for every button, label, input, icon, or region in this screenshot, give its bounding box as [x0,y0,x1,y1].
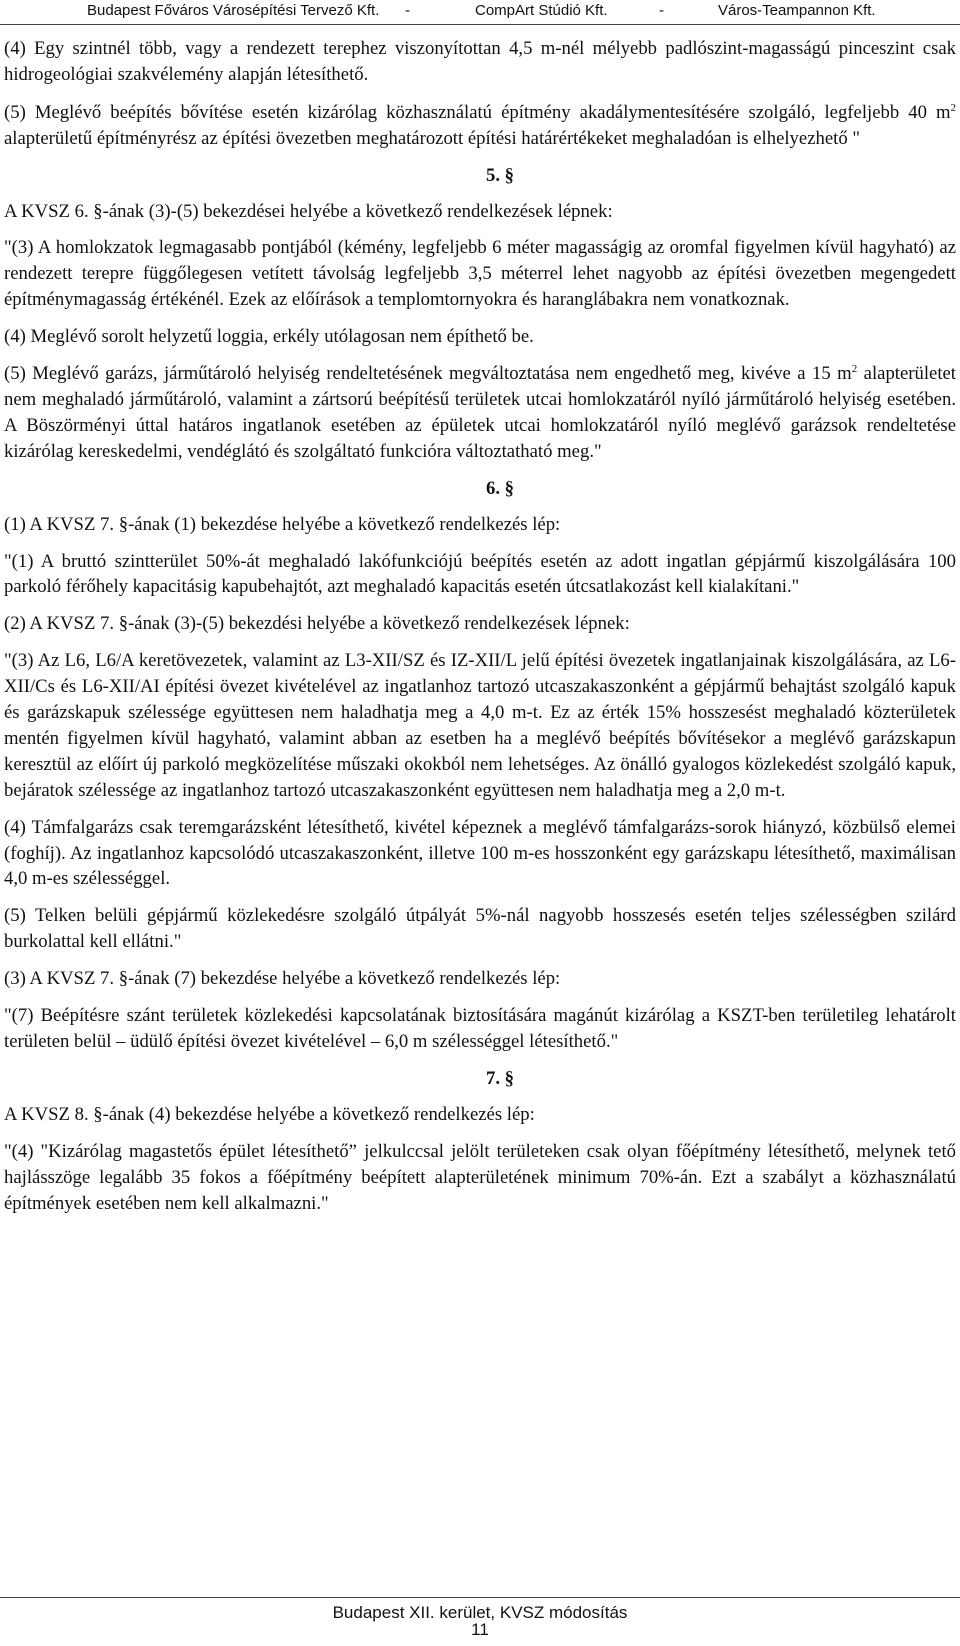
document-body [4,36,956,1227]
paragraph-text: alapterületű építményrész az építési övezetben meghatározott építési határértékeket meghaladóan is elhelyezhető " [4,127,860,149]
section-heading-6 [4,476,956,502]
paragraph-garage [4,361,956,465]
header-separator-1: - [405,2,410,19]
paragraph-loggia: (4) Meglévő sorolt helyzetű loggia, erkély utólagosan nem építhető be. [4,326,534,348]
header-company-2: CompArt Stúdió Kft. [475,2,608,19]
paragraph-intro-8-4: A KVSZ 8. §-ának (4) bekezdése helyébe a következő rendelkezés lép: [4,1103,535,1125]
paragraph-gross-floor: "(1) A bruttó szintterület 50%-át meghaladó lakófunkciójú beépítés esetén az adott ingatlan gépjármű kiszolgálására 100 parkoló férőhely kapacitásig kapubehajtót, azt meghaladó kapacitás esetén útcsatlakozást kell kialakítani." [4,550,956,598]
section-heading-5 [4,163,956,189]
paragraph-road-surface: (5) Telken belüli gépjármű közlekedésre szolgáló útpályát 5%-nál nagyobb hosszesés esetén teljes szélességben szilárd burkolattal kell ellátni." [4,905,956,953]
paragraph-facade-height: "(3) A homlokzatok legmagasabb pontjából (kémény, legfeljebb 6 méter magasságig az oromfal figyelmen kívül hagyható) az rendezett terepre függőlegesen vetített távolság legfeljebb 3,5 méterrel lehet nagyobb az építési övezetben megengedett építménymagasság értékénél. Ezek az előírások a templomtornyokra és haranglábakra nem vonatkoznak. [4,237,956,311]
section-number: 7. § [485,1067,515,1089]
paragraph-gates: "(3) Az L6, L6/A keretövezetek, valamint az L3-XII/SZ és IZ-XII/L jelű építési övezetek ingatlanjainak kiszolgálására, az L6-XII/Cs és L6-XII/AI építési övezet kivételével az ingatlanhoz tartozó utcaszakaszonként a gépjármű behajtást szolgáló kapuk és garázskapuk szélessége együttesen nem haladhatja meg a 4,0 m-t. Ez az érték 15% hosszesést meghaladó közterületek mentén figyelmen kívül hagyható, valamint abban az esetben ha a meglévő beépítés bővítésekor a meglévő garázskapun keresztül az előírt új parkoló megközelítése műszaki okokból nem lehetséges. Az önálló gyalogos közlekedést szolgáló kapuk, bejáratok szélessége az ingatlanhoz tartozó utcaszakaszonként együttesen nem haladhatja meg a 2,0 m-t. [4,650,956,801]
paragraph-intro-7-3-5: (2) A KVSZ 7. §-ának (3)-(5) bekezdési helyébe a következő rendelkezések lépnek: [4,613,630,635]
paragraph-text: alapterületet nem meghaladó járműtároló, valamint a zártsorú beépítésű területek utcai homlokzatáról nyíló járműtároló helyiség esetében. A Böszörményi úttal határos ingatlanok esetében az épületek utcai homlokzatáról nyíló meglévő garázsok rendeltetése kizárólag kereskedelmi, vendéglátó és szolgáltató funkcióra változtatható meg." [4,363,956,462]
paragraph-5-extension [4,100,956,152]
page-header [0,0,960,25]
footer-divider [0,1597,960,1598]
section-heading-7 [4,1066,956,1092]
header-company-1: Budapest Főváros Városépítési Tervező Kft. [87,2,380,19]
superscript: 2 [950,101,956,114]
footer-title: Budapest XII. kerület, KVSZ módosítás [332,1603,628,1622]
paragraph-intro-7-7: (3) A KVSZ 7. §-ának (7) bekezdése helyébe a következő rendelkezés lép: [4,968,561,990]
header-separator-2: - [659,2,664,19]
paragraph-intro-7-1: (1) A KVSZ 7. §-ának (1) bekezdése helyébe a következő rendelkezés lép: [4,513,561,535]
section-number: 6. § [485,477,515,499]
header-company-3: Város-Teampannon Kft. [718,2,876,19]
section-number: 5. § [485,164,515,186]
paragraph-text: (5) Meglévő garázs, járműtároló helyiség rendeltetésének megváltoztatása nem engedhető meg, kivéve a 15 m [4,363,852,385]
paragraph-private-road: "(7) Beépítésre szánt területek közlekedési kapcsolatának biztosítására magánút kizárólag a KSZT-ben területileg lehatárolt területen belül – üdülő építési övezet kivételével – 6,0 m szélességgel létesíthető." [4,1005,956,1052]
paragraph-4-basement: (4) Egy szintnél több, vagy a rendezett terephez viszonyítottan 4,5 m-nél mélyebb padlószint-magasságú pinceszint csak hidrogeológiai szakvélemény alapján létesíthető. [4,38,956,85]
paragraph-pitched-roof: "(4) "Kizárólag magastetős épület létesíthető” jelkulccsal jelölt területeken csak olyan főépítmény létesíthető, melynek tető hajlásszöge legalább 35 fokos a főépítmény beépített alapterületének minimum 70%-án. Ezt a szabályt a közhasználatú építmények esetében nem kell alkalmazni." [4,1140,956,1214]
paragraph-retaining-garage: (4) Támfalgarázs csak teremgarázsként létesíthető, kivétel képeznek a meglévő támfalgarázs-sorok hiányzó, közbülső elemei (foghíj). Az ingatlanhoz kapcsolódó utcaszakaszonként, illetve 100 m-es hosszonként egy garázskapu létesíthető, maximálisan 4,0 m-es szélességgel. [4,816,956,890]
page-number: 11 [471,1620,489,1639]
superscript: 2 [851,362,858,375]
paragraph-intro-6: A KVSZ 6. §-ának (3)-(5) bekezdései helyébe a következő rendelkezések lépnek: [4,200,613,222]
paragraph-text: (5) Meglévő beépítés bővítése esetén kizárólag közhasználatú építmény akadálymentesítésére szolgáló, legfeljebb 40 m [4,101,951,123]
